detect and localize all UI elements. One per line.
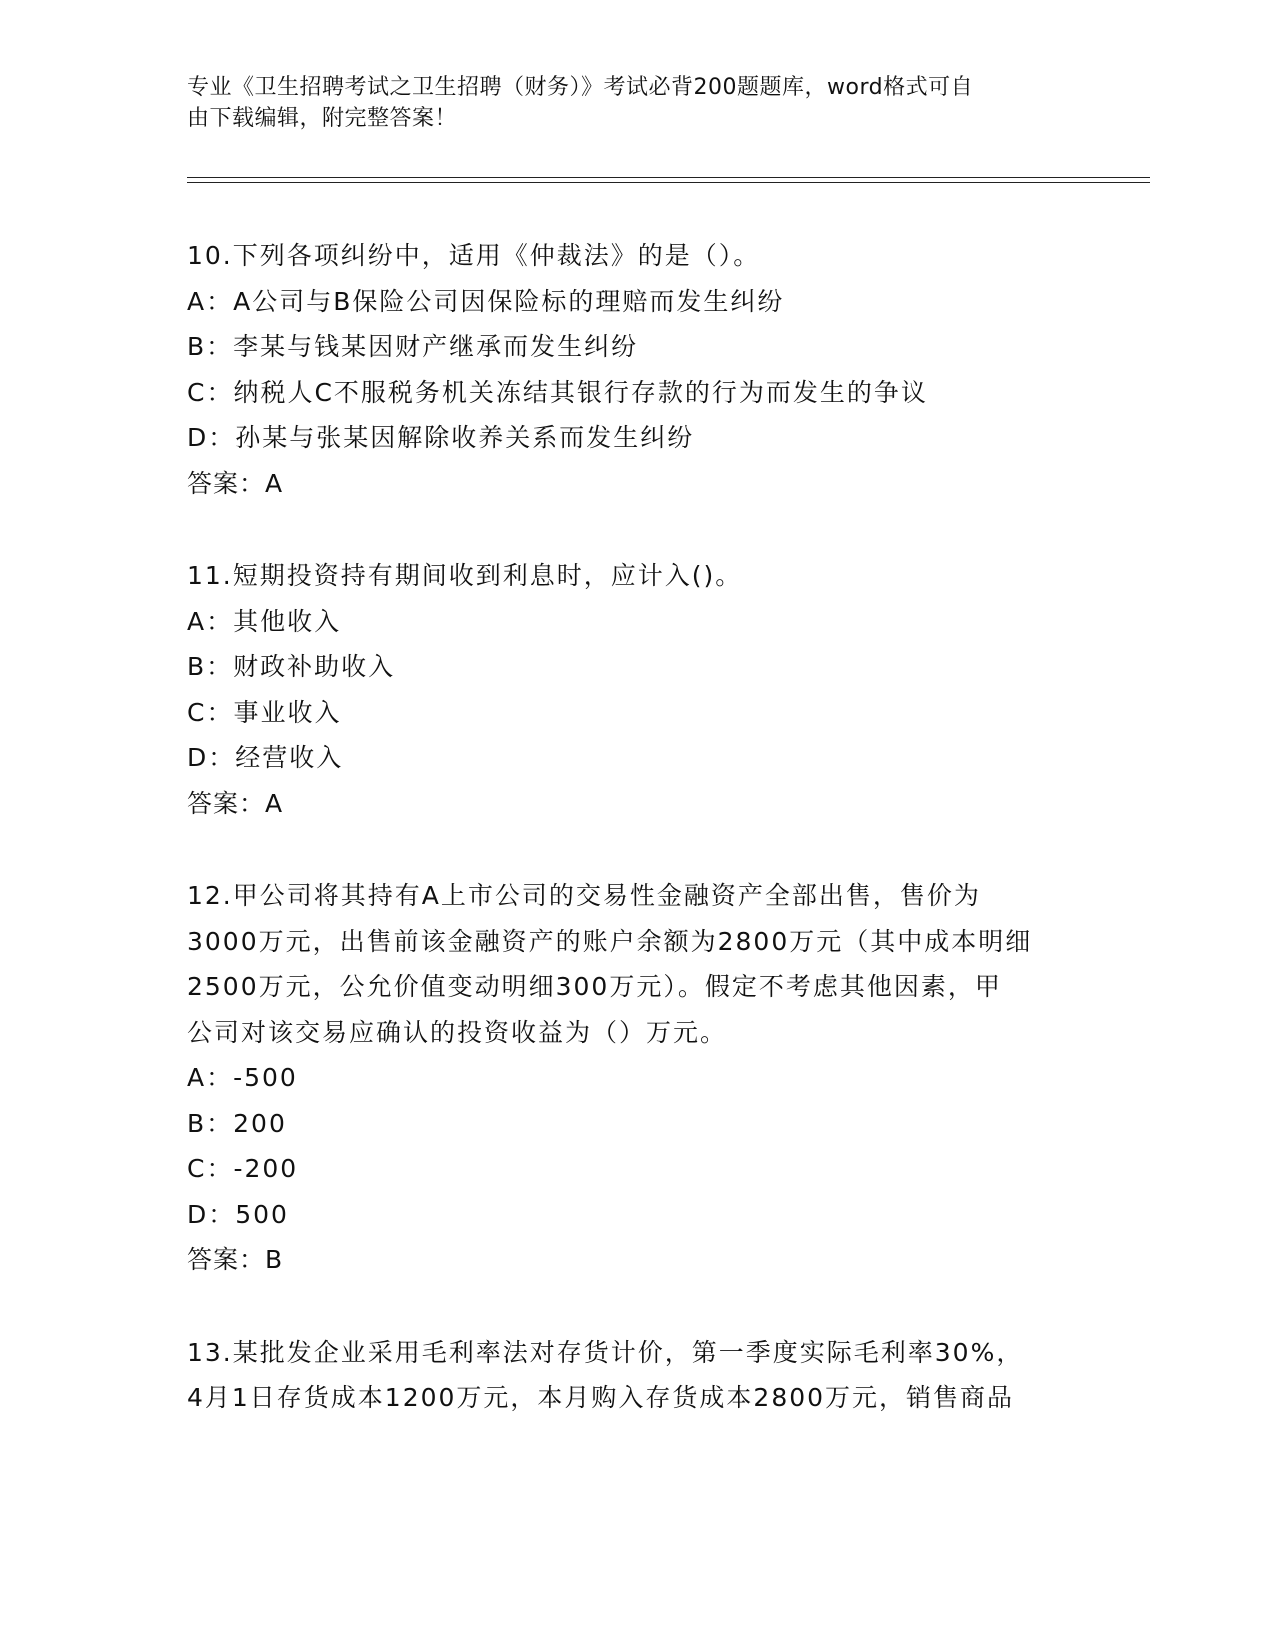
answer: 答案：A xyxy=(187,788,284,818)
question-13 xyxy=(187,1330,1087,1421)
question-stem: 11.短期投资持有期间收到利息时，应计入()。 xyxy=(187,561,743,590)
question-11 xyxy=(187,553,1087,826)
question-12 xyxy=(187,873,1087,1283)
document-header xyxy=(187,72,1067,134)
option-b: B：李某与钱某因财产继承而发生纠纷 xyxy=(187,332,639,361)
option-a: A：-500 xyxy=(187,1063,298,1092)
option-c: C：-200 xyxy=(187,1154,299,1183)
question-list xyxy=(187,233,1087,1421)
question-stem: 10.下列各项纠纷中，适用《仲裁法》的是（）。 xyxy=(187,241,761,270)
question-stem-line-4: 公司对该交易应确认的投资收益为（）万元。 xyxy=(187,1017,728,1047)
header-line-1: 专业《卫生招聘考试之卫生招聘（财务）》考试必背200题题库，word格式可自 xyxy=(187,75,974,100)
option-b: B：200 xyxy=(187,1108,287,1138)
option-c: C：事业收入 xyxy=(187,697,342,727)
answer: 答案：A xyxy=(187,468,284,498)
question-10 xyxy=(187,233,1087,506)
option-b: B：财政补助收入 xyxy=(187,652,396,681)
option-a: A：A公司与B保险公司因保险标的理赔而发生纠纷 xyxy=(187,286,785,316)
option-d: D：孙某与张某因解除收养关系而发生纠纷 xyxy=(187,423,695,452)
option-d: D：500 xyxy=(187,1199,289,1229)
answer: 答案：B xyxy=(187,1245,284,1274)
question-stem-line-2: 4月1日存货成本1200万元，本月购入存货成本2800万元，销售商品 xyxy=(187,1383,1015,1412)
header-divider-top xyxy=(187,177,1150,178)
option-c: C：纳税人C不服税务机关冻结其银行存款的行为而发生的争议 xyxy=(187,377,928,407)
question-stem-line-1: 12.甲公司将其持有A上市公司的交易性金融资产全部出售，售价为 xyxy=(187,881,981,910)
question-stem-line-1: 13.某批发企业采用毛利率法对存货计价，第一季度实际毛利率30%， xyxy=(187,1337,1024,1367)
question-stem-line-3: 2500万元，公允价值变动明细300万元）。假定不考虑其他因素，甲 xyxy=(187,972,1002,1001)
header-line-2: 由下载编辑，附完整答案！ xyxy=(187,106,458,131)
option-a: A：其他收入 xyxy=(187,606,342,636)
question-stem-line-2: 3000万元，出售前该金融资产的账户余额为2800万元（其中成本明细 xyxy=(187,926,1033,956)
header-divider-bottom xyxy=(187,182,1150,183)
option-d: D：经营收入 xyxy=(187,743,344,772)
